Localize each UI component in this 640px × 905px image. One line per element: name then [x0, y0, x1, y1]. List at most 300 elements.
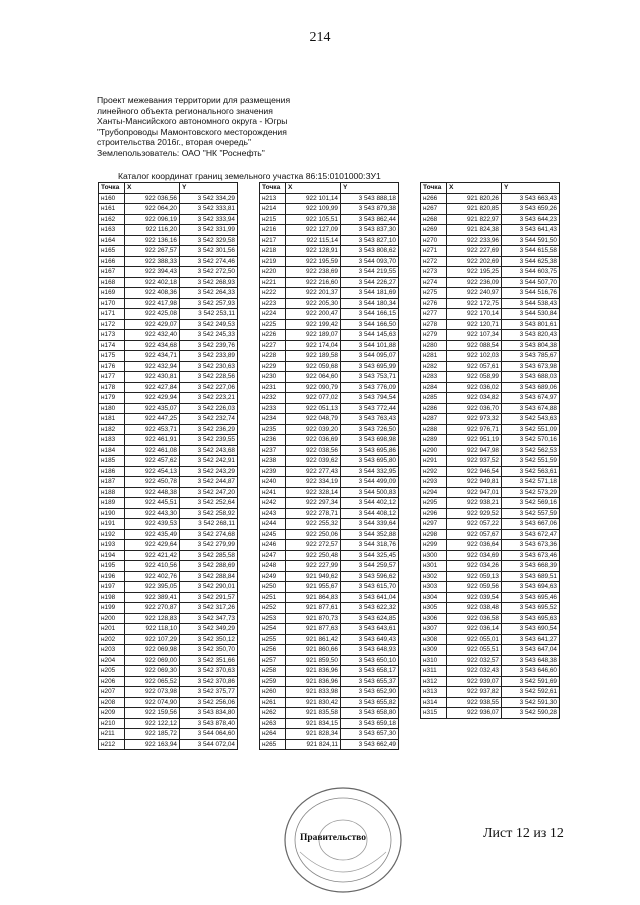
y-coordinate: 3 543 726,50	[341, 424, 399, 435]
table-row	[260, 340, 399, 351]
x-coordinate: 922 115,14	[286, 235, 341, 246]
y-coordinate: 3 544 516,76	[502, 288, 560, 299]
table-row	[421, 540, 560, 551]
y-coordinate: 3 542 590,28	[502, 708, 560, 719]
y-coordinate: 3 542 301,56	[180, 246, 238, 257]
y-coordinate: 3 544 530,84	[502, 309, 560, 320]
point-id: н173	[99, 330, 125, 341]
point-id: н190	[99, 508, 125, 519]
x-coordinate: 922 069,98	[125, 645, 180, 656]
table-row	[421, 676, 560, 687]
point-id: н276	[421, 298, 447, 309]
table-row	[421, 435, 560, 446]
point-id: н184	[99, 445, 125, 456]
x-coordinate: 922 402,18	[125, 277, 180, 288]
x-coordinate: 922 947,98	[447, 445, 502, 456]
point-id: н160	[99, 193, 125, 204]
point-id: н271	[421, 246, 447, 257]
point-id: н220	[260, 267, 286, 278]
table-row	[99, 424, 238, 435]
stamp-text: Правительство	[300, 833, 366, 843]
x-coordinate: 922 435,49	[125, 529, 180, 540]
x-coordinate: 922 088,54	[447, 340, 502, 351]
point-id: н275	[421, 288, 447, 299]
y-coordinate: 3 542 334,29	[180, 193, 238, 204]
y-coordinate: 3 542 285,58	[180, 550, 238, 561]
y-coordinate: 3 543 659,26	[502, 204, 560, 215]
point-id: н197	[99, 582, 125, 593]
table-row	[421, 550, 560, 561]
point-id: н263	[260, 718, 286, 729]
y-coordinate: 3 543 596,62	[341, 571, 399, 582]
table-row	[260, 729, 399, 740]
x-coordinate: 921 836,96	[286, 676, 341, 687]
y-coordinate: 3 542 226,03	[180, 403, 238, 414]
table-row	[99, 529, 238, 540]
y-coordinate: 3 543 650,10	[341, 655, 399, 666]
y-coordinate: 3 543 785,67	[502, 351, 560, 362]
table-row	[99, 330, 238, 341]
table-row	[260, 592, 399, 603]
table-row	[99, 246, 238, 257]
table-row	[260, 424, 399, 435]
point-id: н255	[260, 634, 286, 645]
point-id: н289	[421, 435, 447, 446]
y-coordinate: 3 542 375,77	[180, 687, 238, 698]
x-coordinate: 922 430,81	[125, 372, 180, 383]
x-coordinate: 922 036,64	[447, 540, 502, 551]
x-coordinate: 922 255,32	[286, 519, 341, 530]
point-id: н295	[421, 498, 447, 509]
x-coordinate: 921 877,63	[286, 624, 341, 635]
point-id: н242	[260, 498, 286, 509]
point-id: н219	[260, 256, 286, 267]
point-id: н290	[421, 445, 447, 456]
x-coordinate: 922 057,61	[447, 361, 502, 372]
x-coordinate: 922 189,07	[286, 330, 341, 341]
x-coordinate: 922 328,14	[286, 487, 341, 498]
y-coordinate: 3 543 663,43	[502, 193, 560, 204]
y-coordinate: 3 543 688,03	[502, 372, 560, 383]
x-coordinate: 922 159,56	[125, 708, 180, 719]
table-row	[421, 613, 560, 624]
page-number: 214	[309, 30, 331, 45]
point-id: н174	[99, 340, 125, 351]
point-id: н164	[99, 235, 125, 246]
y-coordinate: 3 542 591,69	[502, 676, 560, 687]
table-row	[421, 267, 560, 278]
point-id: н216	[260, 225, 286, 236]
point-id: н196	[99, 571, 125, 582]
table-row	[421, 519, 560, 530]
y-coordinate: 3 543 668,39	[502, 561, 560, 572]
point-id: н187	[99, 477, 125, 488]
point-id: н261	[260, 697, 286, 708]
y-coordinate: 3 542 317,26	[180, 603, 238, 614]
table-row	[260, 708, 399, 719]
point-id: н231	[260, 382, 286, 393]
y-coordinate: 3 543 878,40	[180, 718, 238, 729]
y-coordinate: 3 544 625,38	[502, 256, 560, 267]
x-coordinate: 922 270,87	[125, 603, 180, 614]
y-coordinate: 3 542 233,89	[180, 351, 238, 362]
point-id: н170	[99, 298, 125, 309]
x-coordinate: 922 036,58	[447, 613, 502, 624]
y-coordinate: 3 544 339,64	[341, 519, 399, 530]
point-id: н243	[260, 508, 286, 519]
y-coordinate: 3 542 291,57	[180, 592, 238, 603]
table-row	[421, 330, 560, 341]
column-header-point: Точка	[260, 183, 286, 194]
x-coordinate: 922 055,51	[447, 645, 502, 656]
point-id: н215	[260, 214, 286, 225]
x-coordinate: 922 036,70	[447, 403, 502, 414]
table-row	[260, 456, 399, 467]
point-id: н308	[421, 634, 447, 645]
y-coordinate: 3 544 095,07	[341, 351, 399, 362]
x-coordinate: 922 102,03	[447, 351, 502, 362]
column-header-y: Y	[180, 183, 238, 194]
x-coordinate: 922 250,06	[286, 529, 341, 540]
x-coordinate: 922 427,84	[125, 382, 180, 393]
point-id: н279	[421, 330, 447, 341]
x-coordinate: 922 065,52	[125, 676, 180, 687]
y-coordinate: 3 542 245,33	[180, 330, 238, 341]
x-coordinate: 921 870,73	[286, 613, 341, 624]
table-row	[99, 582, 238, 593]
y-coordinate: 3 542 591,30	[502, 697, 560, 708]
table-row	[421, 414, 560, 425]
y-coordinate: 3 543 647,04	[502, 645, 560, 656]
point-id: н192	[99, 529, 125, 540]
y-coordinate: 3 543 753,71	[341, 372, 399, 383]
x-coordinate: 922 410,56	[125, 561, 180, 572]
x-coordinate: 922 185,72	[125, 729, 180, 740]
table-row	[99, 256, 238, 267]
x-coordinate: 922 048,79	[286, 414, 341, 425]
point-id: н249	[260, 571, 286, 582]
table-row	[99, 508, 238, 519]
table-row	[260, 256, 399, 267]
point-id: н303	[421, 582, 447, 593]
table-row	[99, 466, 238, 477]
table-row	[421, 382, 560, 393]
point-id: н285	[421, 393, 447, 404]
table-row	[260, 382, 399, 393]
point-id: н198	[99, 592, 125, 603]
y-coordinate: 3 543 652,90	[341, 687, 399, 698]
table-row	[260, 571, 399, 582]
point-id: н228	[260, 351, 286, 362]
y-coordinate: 3 542 551,09	[502, 424, 560, 435]
x-coordinate: 922 105,51	[286, 214, 341, 225]
table-row	[260, 319, 399, 330]
y-coordinate: 3 542 288,69	[180, 561, 238, 572]
table-row	[99, 277, 238, 288]
point-id: н225	[260, 319, 286, 330]
point-id: н296	[421, 508, 447, 519]
table-row	[99, 655, 238, 666]
point-id: н267	[421, 204, 447, 215]
point-id: н211	[99, 729, 125, 740]
x-coordinate: 922 202,69	[447, 256, 502, 267]
table-row	[99, 729, 238, 740]
table-row	[99, 645, 238, 656]
y-coordinate: 3 543 820,43	[502, 330, 560, 341]
table-row	[99, 319, 238, 330]
y-coordinate: 3 542 329,58	[180, 235, 238, 246]
table-row	[260, 225, 399, 236]
y-coordinate: 3 544 093,70	[341, 256, 399, 267]
x-coordinate: 922 929,52	[447, 508, 502, 519]
x-coordinate: 922 227,99	[286, 561, 341, 572]
point-id: н266	[421, 193, 447, 204]
point-id: н246	[260, 540, 286, 551]
point-id: н268	[421, 214, 447, 225]
table-row	[99, 204, 238, 215]
point-id: н297	[421, 519, 447, 530]
y-coordinate: 3 542 331,99	[180, 225, 238, 236]
table-row	[421, 708, 560, 719]
y-coordinate: 3 544 219,55	[341, 267, 399, 278]
point-id: н177	[99, 372, 125, 383]
x-coordinate: 922 238,69	[286, 267, 341, 278]
x-coordinate: 922 205,30	[286, 298, 341, 309]
table-row	[260, 508, 399, 519]
table-row	[260, 267, 399, 278]
x-coordinate: 922 429,94	[125, 393, 180, 404]
y-coordinate: 3 542 333,81	[180, 204, 238, 215]
x-coordinate: 922 170,14	[447, 309, 502, 320]
point-id: н171	[99, 309, 125, 320]
point-id: н257	[260, 655, 286, 666]
x-coordinate: 922 939,07	[447, 676, 502, 687]
point-id: н259	[260, 676, 286, 687]
y-coordinate: 3 542 243,68	[180, 445, 238, 456]
table-row	[421, 697, 560, 708]
point-id: н307	[421, 624, 447, 635]
y-coordinate: 3 542 347,73	[180, 613, 238, 624]
column-header-point: Точка	[99, 183, 125, 194]
table-row	[99, 634, 238, 645]
point-id: н315	[421, 708, 447, 719]
table-row	[421, 372, 560, 383]
x-coordinate: 922 949,81	[447, 477, 502, 488]
x-coordinate: 922 417,98	[125, 298, 180, 309]
y-coordinate: 3 543 643,61	[341, 624, 399, 635]
y-coordinate: 3 543 695,63	[502, 613, 560, 624]
y-coordinate: 3 544 603,75	[502, 267, 560, 278]
header-line: линейного объекта регионального значения	[97, 105, 273, 116]
y-coordinate: 3 543 888,18	[341, 193, 399, 204]
point-id: н287	[421, 414, 447, 425]
point-id: н208	[99, 697, 125, 708]
point-id: н175	[99, 351, 125, 362]
point-id: н213	[260, 193, 286, 204]
point-id: н222	[260, 288, 286, 299]
point-id: н277	[421, 309, 447, 320]
point-id: н183	[99, 435, 125, 446]
table-row	[260, 550, 399, 561]
point-id: н301	[421, 561, 447, 572]
x-coordinate: 922 195,59	[286, 256, 341, 267]
x-coordinate: 922 946,54	[447, 466, 502, 477]
y-coordinate: 3 543 649,43	[341, 634, 399, 645]
x-coordinate: 922 032,57	[447, 655, 502, 666]
table-row	[421, 634, 560, 645]
table-row	[99, 708, 238, 719]
table-row	[260, 676, 399, 687]
table-row	[260, 288, 399, 299]
x-coordinate: 921 949,62	[286, 571, 341, 582]
table-row	[260, 393, 399, 404]
y-coordinate: 3 543 834,80	[180, 708, 238, 719]
y-coordinate: 3 542 258,92	[180, 508, 238, 519]
y-coordinate: 3 542 279,99	[180, 540, 238, 551]
x-coordinate: 922 408,36	[125, 288, 180, 299]
y-coordinate: 3 542 350,12	[180, 634, 238, 645]
point-id: н304	[421, 592, 447, 603]
point-id: н312	[421, 676, 447, 687]
table-row	[99, 298, 238, 309]
x-coordinate: 922 128,91	[286, 246, 341, 257]
x-coordinate: 922 120,71	[447, 319, 502, 330]
point-id: н262	[260, 708, 286, 719]
point-id: н270	[421, 235, 447, 246]
point-id: н212	[99, 739, 125, 750]
y-coordinate: 3 542 351,66	[180, 655, 238, 666]
table-row	[260, 351, 399, 362]
point-id: н314	[421, 697, 447, 708]
y-coordinate: 3 542 249,53	[180, 319, 238, 330]
point-id: н194	[99, 550, 125, 561]
point-id: н238	[260, 456, 286, 467]
table-row	[421, 214, 560, 225]
x-coordinate: 921 828,34	[286, 729, 341, 740]
y-coordinate: 3 542 232,74	[180, 414, 238, 425]
x-coordinate: 922 277,43	[286, 466, 341, 477]
x-coordinate: 922 388,33	[125, 256, 180, 267]
x-coordinate: 922 947,01	[447, 487, 502, 498]
point-id: н179	[99, 393, 125, 404]
y-coordinate: 3 542 268,93	[180, 277, 238, 288]
point-id: н247	[260, 550, 286, 561]
point-id: н223	[260, 298, 286, 309]
point-id: н252	[260, 603, 286, 614]
x-coordinate: 922 101,14	[286, 193, 341, 204]
x-coordinate: 922 434,68	[125, 340, 180, 351]
x-coordinate: 922 036,02	[447, 382, 502, 393]
table-row	[99, 477, 238, 488]
point-id: н256	[260, 645, 286, 656]
table-row	[99, 498, 238, 509]
y-coordinate: 3 542 563,61	[502, 466, 560, 477]
y-coordinate: 3 542 239,55	[180, 435, 238, 446]
point-id: н186	[99, 466, 125, 477]
x-coordinate: 921 834,15	[286, 718, 341, 729]
y-coordinate: 3 543 862,44	[341, 214, 399, 225]
y-coordinate: 3 542 227,06	[180, 382, 238, 393]
x-coordinate: 922 200,47	[286, 309, 341, 320]
table-row	[260, 372, 399, 383]
table-row	[99, 519, 238, 530]
x-coordinate: 922 034,26	[447, 561, 502, 572]
x-coordinate: 922 059,68	[286, 361, 341, 372]
table-row	[421, 487, 560, 498]
x-coordinate: 922 445,51	[125, 498, 180, 509]
x-coordinate: 921 861,42	[286, 634, 341, 645]
point-id: н309	[421, 645, 447, 656]
table-row	[421, 624, 560, 635]
x-coordinate: 922 439,53	[125, 519, 180, 530]
y-coordinate: 3 542 570,16	[502, 435, 560, 446]
table-row	[421, 508, 560, 519]
x-coordinate: 922 064,20	[125, 204, 180, 215]
point-id: н204	[99, 655, 125, 666]
point-id: н209	[99, 708, 125, 719]
table-row	[99, 687, 238, 698]
table-row	[260, 655, 399, 666]
table-row	[99, 288, 238, 299]
point-id: н248	[260, 561, 286, 572]
table-row	[99, 697, 238, 708]
x-coordinate: 921 822,97	[447, 214, 502, 225]
point-id: н281	[421, 351, 447, 362]
x-coordinate: 922 172,75	[447, 298, 502, 309]
y-coordinate: 3 542 350,70	[180, 645, 238, 656]
y-coordinate: 3 543 698,98	[341, 435, 399, 446]
y-coordinate: 3 543 674,88	[502, 403, 560, 414]
x-coordinate: 922 036,14	[447, 624, 502, 635]
x-coordinate: 922 432,40	[125, 330, 180, 341]
table-row	[260, 519, 399, 530]
point-id: н244	[260, 519, 286, 530]
table-row	[260, 403, 399, 414]
y-coordinate: 3 542 370,86	[180, 676, 238, 687]
table-row	[260, 624, 399, 635]
x-coordinate: 922 038,48	[447, 603, 502, 614]
point-id: н258	[260, 666, 286, 677]
y-coordinate: 3 544 226,27	[341, 277, 399, 288]
catalog-title: Каталог координат границ земельного участка 86:15:0101000:ЗУ1	[118, 171, 381, 181]
y-coordinate: 3 542 349,29	[180, 624, 238, 635]
table-row	[421, 256, 560, 267]
y-coordinate: 3 542 551,59	[502, 456, 560, 467]
table-row	[99, 340, 238, 351]
x-coordinate: 922 395,05	[125, 582, 180, 593]
x-coordinate: 922 443,30	[125, 508, 180, 519]
point-id: н195	[99, 561, 125, 572]
y-coordinate: 3 542 223,21	[180, 393, 238, 404]
x-coordinate: 922 128,83	[125, 613, 180, 624]
table-row	[260, 214, 399, 225]
y-coordinate: 3 542 239,76	[180, 340, 238, 351]
point-id: н217	[260, 235, 286, 246]
x-coordinate: 921 877,61	[286, 603, 341, 614]
point-id: н269	[421, 225, 447, 236]
point-id: н161	[99, 204, 125, 215]
table-row	[260, 445, 399, 456]
table-row	[421, 288, 560, 299]
x-coordinate: 922 039,62	[286, 456, 341, 467]
table-row	[421, 225, 560, 236]
y-coordinate: 3 543 672,47	[502, 529, 560, 540]
point-id: н302	[421, 571, 447, 582]
point-id: н205	[99, 666, 125, 677]
y-coordinate: 3 542 242,91	[180, 456, 238, 467]
table-row	[421, 592, 560, 603]
table-row	[421, 204, 560, 215]
